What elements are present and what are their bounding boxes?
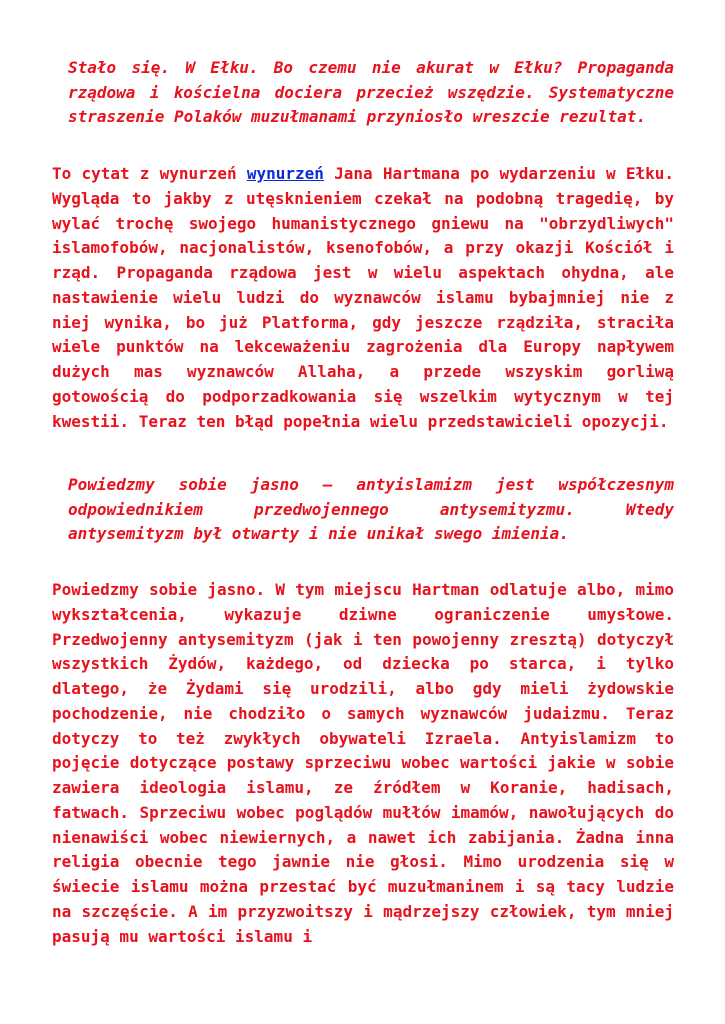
block-quote-2: Powiedzmy sobie jasno – antyislamizm jest współczesnym odpowiednikiem przedwojennego antysemityzmu. Wtedy antysemityzm był otwarty i nie unikał swego imienia. xyxy=(68,475,674,544)
paragraph-2: Powiedzmy sobie jasno. W tym miejscu Hartman odlatuje albo, mimo wykształcenia, wykazuje dziwne ograniczenie umysłowe. Przedwojenny antysemityzm (jak i ten powojenny zresztą) dotyczył wszystkich Żydów, każdego, od dziecka po starca, i tylko dlatego, że Żydami się urodzili, albo gdy mieli żydowskie pochodzenie, nie chodziło o samych wyznawców judaizmu. Teraz dotyczy to też zwykłych obywateli Izraela. Antyislamizm to pojęcie dotyczące postawy sprzeciwu wobec wartości jakie w sobie zawiera ideologia islamu, ze źródłem w Koranie, hadisach, fatwach. Sprzeciwu wobec poglądów mułłów imamów, nawołujących do nienawiści wobec niewiernych, a nawet ich zabijania. Żadna inna religia obecnie tego jawnie nie głosi. Mimo urodzenia się w świecie islamu można przestać być muzułmaninem i są tacy ludzie na szczęście. A im przyzwoitszy i mądrzejszy człowiek, tym mniej pasują mu wartości islamu i xyxy=(52,580,674,946)
paragraph-1-lead: To cytat z wynurzeń xyxy=(52,164,247,183)
wynurzen-link[interactable]: wynurzeń xyxy=(246,164,324,183)
paragraph-1 xyxy=(52,162,674,434)
block-quote-1: Stało się. W Ełku. Bo czemu nie akurat w Ełku? Propaganda rządowa i kościelna dociera przecież wszędzie. Systematyczne straszenie Polaków muzułmanami przyniosło wreszcie rezultat. xyxy=(68,58,674,127)
paragraph-1-body: Jana Hartmana po wydarzeniu w Ełku. Wygląda to jakby z utęsknieniem czekał na podobną tragedię, by wylać trochę swojego humanistycznego gniewu na "obrzydliwych" islamofobów, nacjonalistów, ksenofobów, a przy okazji Kościół i rząd. Propaganda rządowa jest w wielu aspektach ohydna, ale nastawienie wielu ludzi do wyznawców islamu bybajmniej nie z niej wynika, bo już Platforma, gdy jeszcze rządziła, straciła wiele punktów na lekceważeniu zagrożenia dla Europy napływem dużych mas wyznawców Allaha, a przede wszyskim gorliwą gotowością do podporzadkowania się wszelkim wytycznym w tej kwestii. Teraz ten błąd popełnia wielu przedstawicieli opozycji. xyxy=(52,164,675,431)
